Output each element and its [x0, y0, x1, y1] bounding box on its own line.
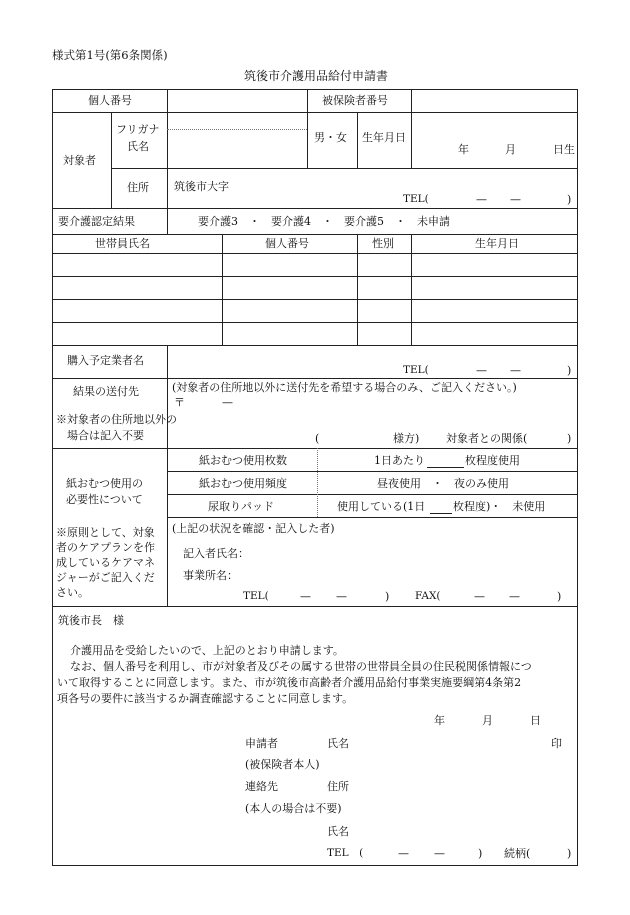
rule: [52, 345, 578, 346]
contact-tel-label: TEL (: [327, 847, 364, 859]
paren-open: (: [315, 432, 320, 445]
seal-mark: 印: [551, 737, 562, 750]
diaper-note: 者のケアプランを作: [56, 541, 155, 554]
gender-label: 男・女: [314, 131, 347, 144]
office-tel-label: TEL(: [243, 590, 269, 602]
household-name-header: 世帯員氏名: [95, 237, 150, 250]
insured-number-label: 被保険者番号: [322, 94, 388, 107]
rule: [167, 494, 578, 495]
paren-close: ): [567, 364, 572, 377]
paren-close: ): [567, 193, 572, 206]
urine-pad-post: 枚程度)・ 未使用: [453, 500, 546, 513]
contact-address-label: 住所: [327, 780, 349, 793]
care-level-options: 要介護3 ・ 要介護4 ・ 要介護5 ・ 未申請: [198, 215, 450, 228]
diaper-note: 成しているケアマネ: [56, 556, 155, 569]
insured-self-label: (被保険者本人): [245, 758, 320, 771]
form-title: 筑後市介護用品給付申請書: [244, 69, 389, 83]
diaper-note: さい。: [56, 586, 89, 599]
relation-label: 対象者との関係(: [446, 432, 528, 445]
dash: —: [476, 193, 487, 206]
rule: [167, 471, 578, 472]
paren-close: ): [567, 847, 572, 860]
result-dest-note: 場合は記入不要: [67, 429, 144, 442]
diaper-label: 紙おむつ使用の: [66, 477, 143, 490]
applicant-name-label: 氏名: [327, 737, 349, 750]
result-dest-instruction: (対象者の住所地以外に送付先を希望する場合のみ、ご記入ください。): [172, 381, 517, 394]
care-level-label: 要介護認定結果: [58, 215, 135, 228]
vendor-tel-label: TEL(: [403, 364, 429, 376]
relation-label: 続柄(: [504, 847, 531, 860]
blank-underline: [430, 513, 452, 514]
rule: [111, 112, 112, 208]
rule: [52, 606, 578, 607]
applicant-label: 申請者: [245, 737, 278, 750]
contact-label: 連絡先: [245, 780, 278, 793]
rule: [222, 234, 223, 345]
dash: —: [222, 396, 233, 409]
urine-pad-label: 尿取りパッド: [208, 500, 274, 513]
dash: —: [509, 590, 520, 603]
confirm-label: (上記の状況を確認・記入した者): [172, 522, 335, 535]
diaper-note: ジャーがご記入くだ: [56, 571, 155, 584]
individual-number-label: 個人番号: [88, 94, 132, 107]
diaper-count-post: 枚程度使用: [465, 454, 520, 467]
birthdate-label: 生年月日: [362, 131, 406, 144]
vendor-label: 購入予定業者名: [67, 354, 144, 367]
rule: [52, 234, 578, 235]
rule: [357, 112, 358, 168]
name-label: 氏名: [127, 140, 149, 153]
dotted-rule: [167, 129, 307, 130]
not-needed-label: (本人の場合は不要): [245, 802, 342, 815]
rule: [307, 89, 308, 168]
dash: —: [434, 847, 445, 860]
household-birth-header: 生年月日: [475, 237, 519, 250]
rule: [52, 299, 578, 300]
paren-close: ): [478, 847, 483, 860]
rule: [167, 345, 168, 606]
rule: [111, 168, 578, 169]
rule: [52, 448, 578, 449]
rule: [167, 517, 578, 518]
writer-label: 記入者氏名：: [183, 547, 249, 560]
address-label: 住所: [127, 181, 149, 194]
dash: —: [398, 847, 409, 860]
rule: [52, 322, 578, 323]
office-fax-label: FAX(: [415, 590, 441, 602]
result-dest-note: ※対象者の住所地以外の: [56, 413, 177, 426]
declaration-para: なお、個人番号を利用し、市が対象者及びその属する世帯の世帯員全員の住民税関係情報につ: [70, 660, 532, 673]
addressee: 筑後市長 様: [58, 614, 124, 627]
postal-mark: 〒: [174, 396, 185, 409]
declaration-para: いて取得することに同意します。また、市が筑後市高齢者介護用品給付事業実施要綱第4条第2: [57, 676, 522, 689]
rule: [52, 378, 578, 379]
subject-tel-label: TEL(: [403, 193, 429, 205]
paren-close: ): [385, 590, 390, 603]
subject-label: 対象者: [63, 154, 96, 167]
contact-name-label: 氏名: [327, 825, 349, 838]
diaper-label: 必要性について: [66, 493, 143, 506]
dash: —: [336, 590, 347, 603]
blank-underline: [427, 467, 464, 468]
dash: —: [474, 590, 485, 603]
diaper-note: ※原則として、対象: [56, 526, 155, 539]
urine-pad-pre: 使用している(1日: [337, 500, 426, 513]
rule: [167, 89, 168, 234]
dash: —: [476, 364, 487, 377]
form-number: 様式第1号(第6条関係): [52, 48, 168, 62]
dotted-rule: [317, 448, 318, 517]
address-prefix: 筑後市大字: [174, 180, 229, 193]
diaper-frequency-value: 昼夜使用 ・ 夜のみ使用: [377, 477, 509, 490]
paren-close: ): [557, 590, 562, 603]
year-label: 年: [458, 143, 469, 156]
day-label: 日生: [553, 143, 575, 156]
day-label: 日: [530, 714, 541, 727]
dash: —: [510, 193, 521, 206]
household-number-header: 個人番号: [265, 237, 309, 250]
declaration-para: 介護用品を受給したいので、上記のとおり申請します。: [70, 644, 344, 657]
rule: [411, 89, 412, 168]
sama-label: 様方): [393, 432, 420, 445]
household-gender-header: 性別: [372, 237, 394, 250]
diaper-count-label: 紙おむつ使用枚数: [199, 454, 287, 467]
month-label: 月: [505, 143, 516, 156]
rule: [357, 234, 358, 345]
rule: [52, 253, 578, 254]
year-label: 年: [434, 714, 445, 727]
furigana-label: フリガナ: [116, 123, 160, 136]
rule: [52, 112, 578, 113]
dash: —: [300, 590, 311, 603]
office-label: 事業所名：: [183, 569, 238, 582]
rule: [411, 234, 412, 345]
rule: [52, 276, 578, 277]
result-dest-label: 結果の送付先: [73, 385, 139, 398]
diaper-count-pre: 1日あたり: [374, 454, 425, 467]
paren-close: ): [567, 432, 572, 445]
diaper-frequency-label: 紙おむつ使用頻度: [199, 477, 287, 490]
dash: —: [510, 364, 521, 377]
month-label: 月: [482, 714, 493, 727]
declaration-para: 項各号の要件に該当するか調査確認することに同意します。: [57, 692, 354, 705]
rule: [52, 208, 578, 209]
